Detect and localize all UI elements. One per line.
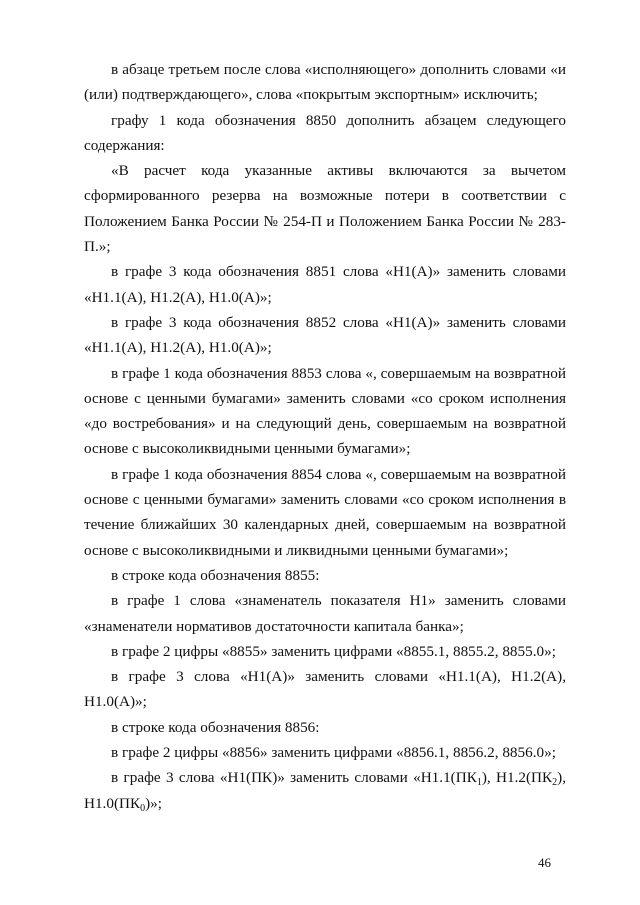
page-number: 46 <box>538 855 551 870</box>
paragraph-10: в графе 2 цифры «8855» заменить цифрами «8855.1, 8855.2, 8855.0»; <box>111 642 556 660</box>
paragraph-14-part4: )»; <box>145 794 162 812</box>
paragraph-6: в графе 1 кода обозначения 8853 слова «, совершаемым на возвратной основе с ценными бумагами» заменить словами «со сроком исполнения «до востребования» и на следующий день, совершаемым на возвратной основе с высоколиквидными ценными бумагами»; <box>84 364 566 458</box>
paragraph-14-part3: ), Н1.0(ПК <box>84 769 566 812</box>
paragraph-1: в абзаце третьем после слова «исполняющего» дополнить словами «и (или) подтверждающего», слова «покрытым экспортным» исключить; <box>84 61 566 104</box>
subscript-0: 0 <box>140 802 146 814</box>
paragraph-14-part1: в графе 3 слова «Н1(ПК)» заменить словами «Н1.1(ПК <box>111 769 477 787</box>
paragraph-3: «В расчет кода указанные активы включаются за вычетом сформированного резерва на возможные потери в соответствии с Положением Банка России № 254-П и Положением Банка России № 283-П.»; <box>84 162 566 256</box>
paragraph-8: в строке кода обозначения 8855: <box>111 566 320 584</box>
paragraph-2: графу 1 кода обозначения 8850 дополнить абзацем следующего содержания: <box>84 111 566 154</box>
subscript-1: 1 <box>476 777 482 789</box>
paragraph-14-part2: ), Н1.2(ПК <box>481 769 553 787</box>
paragraph-13: в графе 2 цифры «8856» заменить цифрами «8856.1, 8856.2, 8856.0»; <box>111 744 556 762</box>
document-body <box>84 57 566 816</box>
subscript-2: 2 <box>552 777 558 789</box>
paragraph-4: в графе 3 кода обозначения 8851 слова «Н1(А)» заменить словами «Н1.1(А), Н1.2(А), Н1.0(А)»; <box>84 263 566 306</box>
paragraph-11: в графе 3 слова «Н1(А)» заменить словами «Н1.1(А), Н1.2(А), Н1.0(А)»; <box>84 668 566 711</box>
paragraph-5: в графе 3 кода обозначения 8852 слова «Н1(А)» заменить словами «Н1.1(А), Н1.2(А), Н1.0(А)»; <box>84 313 566 357</box>
paragraph-14 <box>84 765 566 816</box>
paragraph-7: в графе 1 кода обозначения 8854 слова «, совершаемым на возвратной основе с ценными бумагами» заменить словами «со сроком исполнения в течение ближайших 30 календарных дней, совершаемым на возвратной основе с высоколиквидными и ликвидными ценными бумагами»; <box>84 465 566 559</box>
paragraph-12: в строке кода обозначения 8856: <box>111 718 320 736</box>
paragraph-9: в графе 1 слова «знаменатель показателя Н1» заменить словами «знаменатели нормативов достаточности капитала банка»; <box>84 592 566 635</box>
